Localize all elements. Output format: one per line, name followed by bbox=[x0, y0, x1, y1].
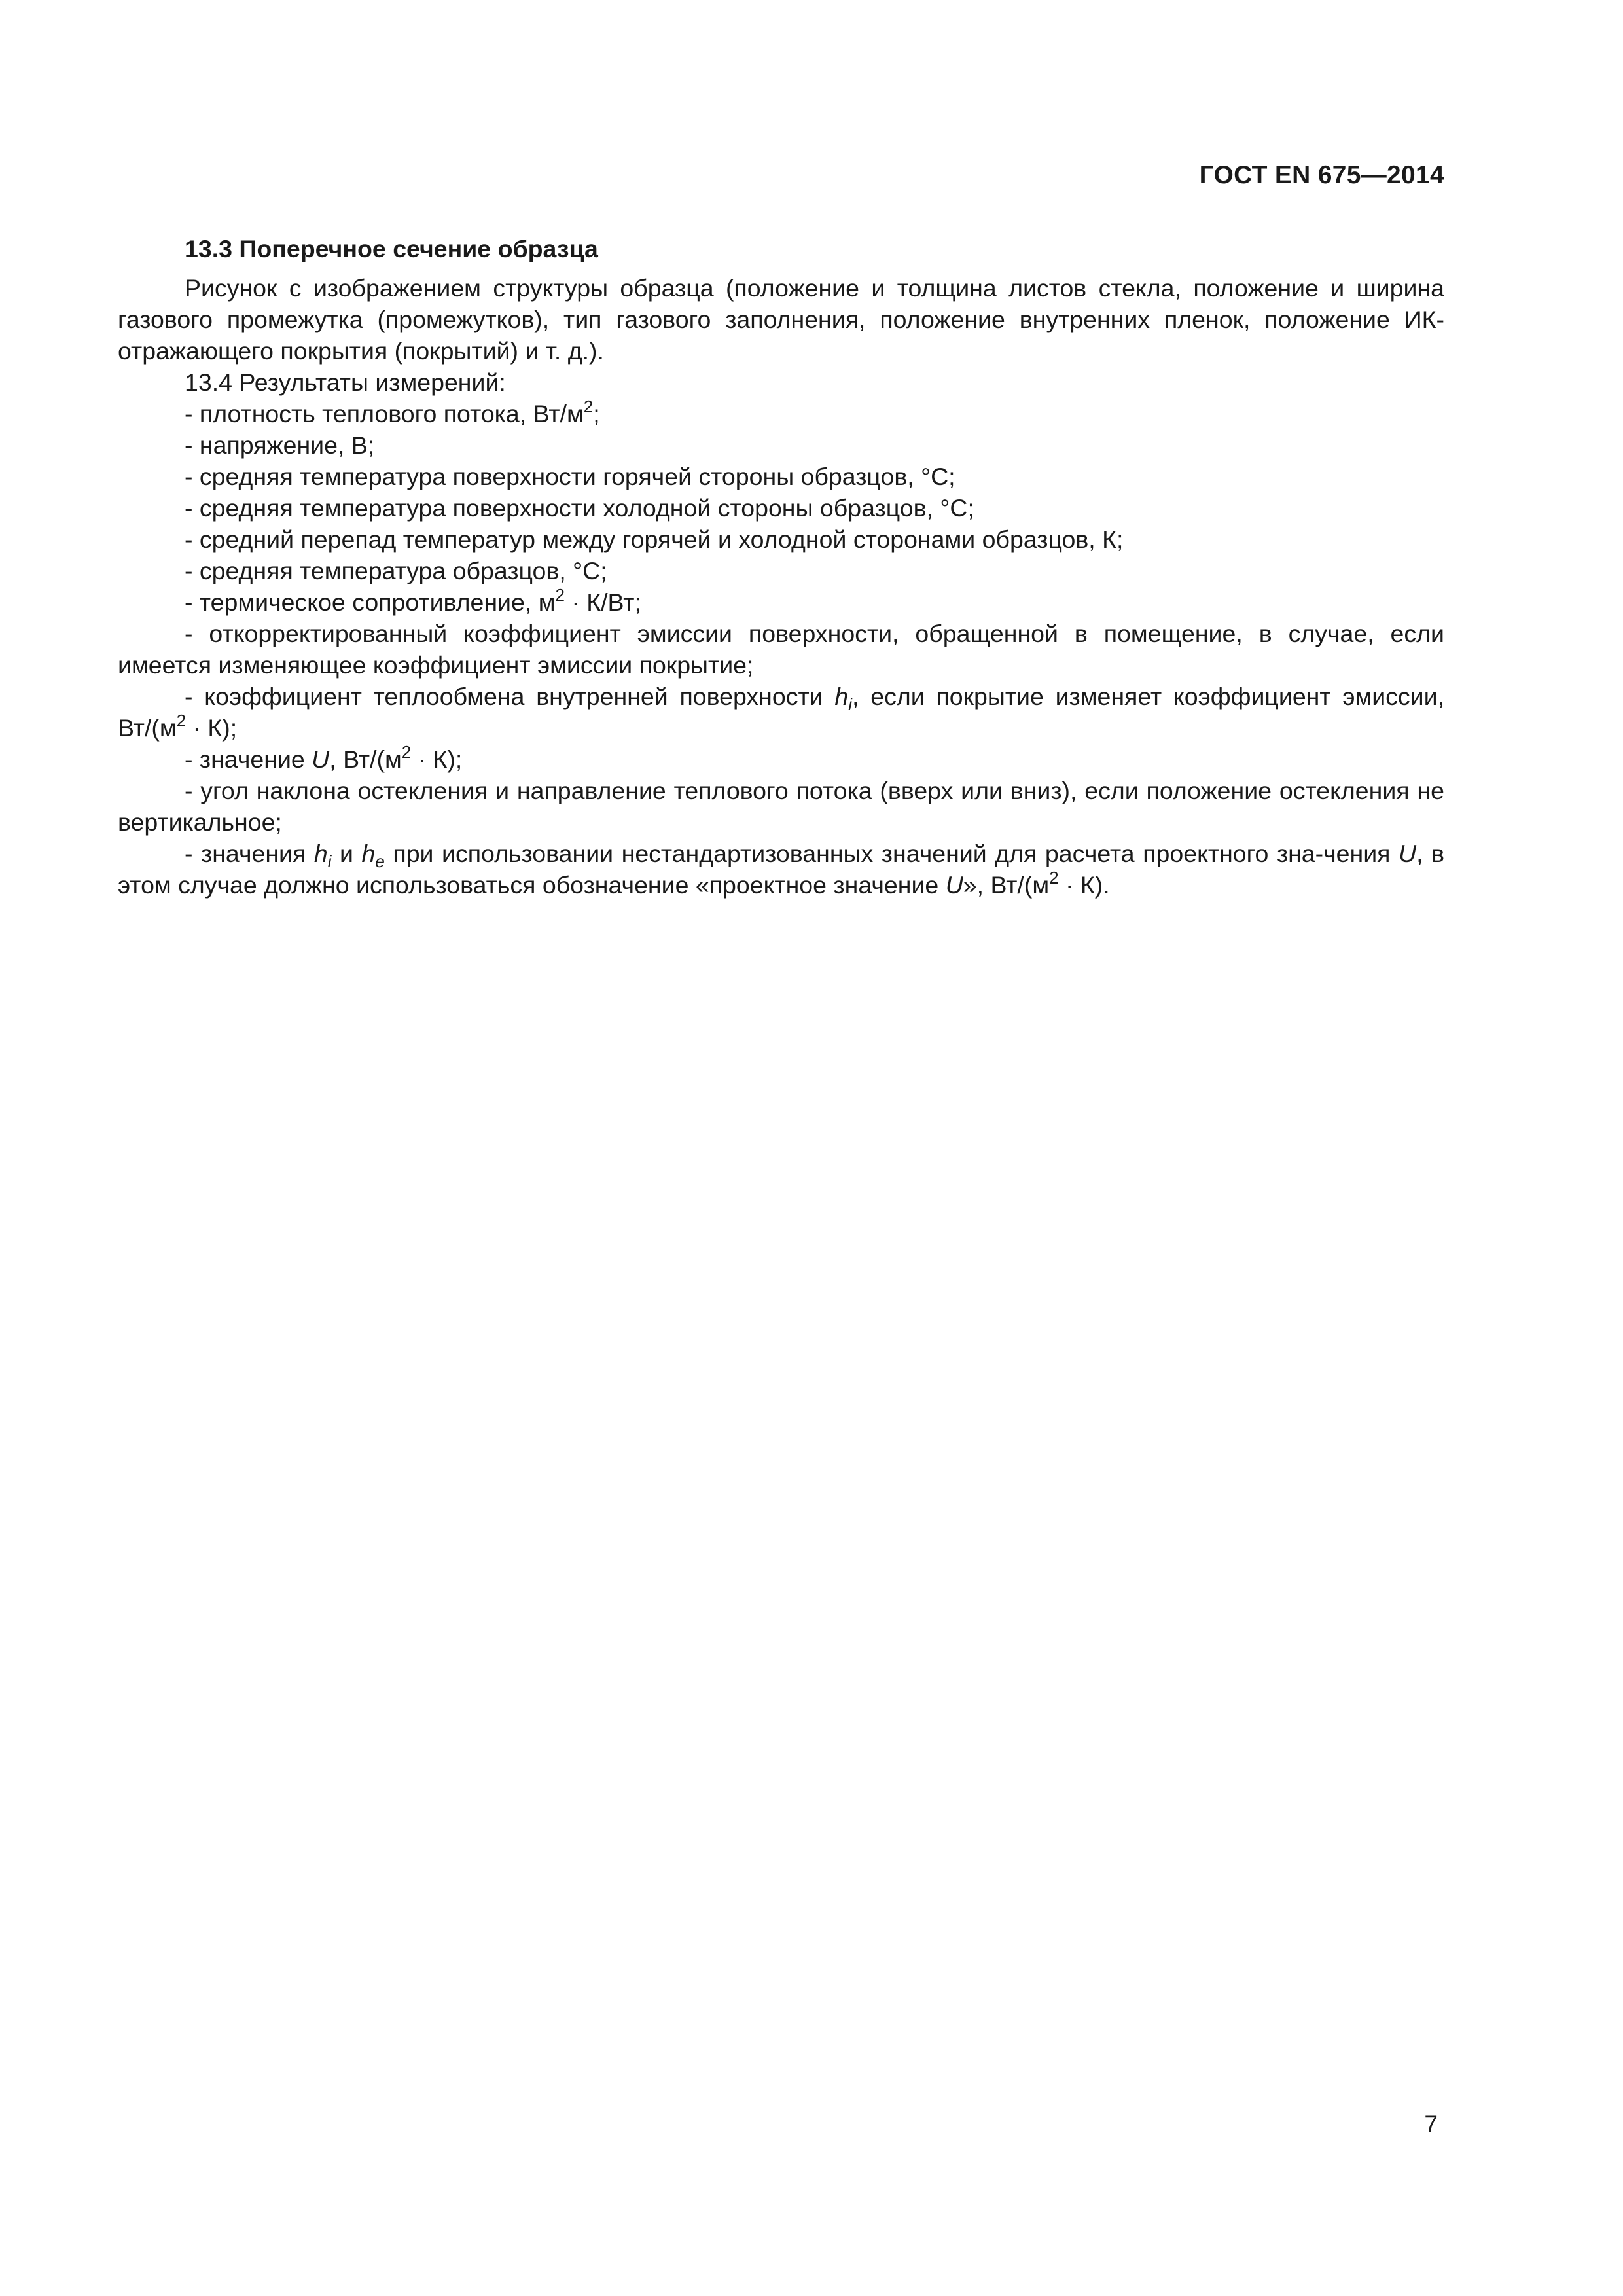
result-item-text: , в этом случае должно использоваться обозначение «проектное значение bbox=[118, 840, 1445, 899]
superscript: 2 bbox=[583, 397, 594, 416]
result-item-heat-flux bbox=[118, 398, 1444, 429]
result-item-mean-temp: - средняя температура образцов, °С; bbox=[185, 557, 607, 584]
result-item-u-value bbox=[118, 744, 1444, 775]
result-item-voltage: - напряжение, В; bbox=[185, 431, 375, 459]
page-number: 7 bbox=[1424, 2111, 1438, 2138]
result-item-text: и bbox=[331, 840, 362, 867]
superscript: 2 bbox=[555, 585, 565, 605]
result-item-text: при использовании нестандартизованных значений для расчета проектного зна-чения bbox=[384, 840, 1399, 867]
result-item-end: · К/Вт; bbox=[564, 588, 641, 616]
result-item-nonstandard-values bbox=[118, 838, 1444, 901]
result-item-thermal-resistance bbox=[118, 586, 1444, 618]
result-item-end: · К). bbox=[1058, 871, 1110, 899]
result-item-heat-transfer-coefficient bbox=[118, 681, 1444, 744]
result-item-corrected-emissivity: - откорректированный коэффициент эмиссии поверхности, обращенной в помещение, в случае, если имеется изменяющее коэффициент эмиссии покрытие; bbox=[118, 620, 1444, 679]
result-item-text: - термическое сопротивление, м bbox=[185, 588, 556, 616]
symbol-h: h bbox=[834, 683, 849, 710]
result-item-hot-side-temp: - средняя температура поверхности горячей стороны образцов, °С; bbox=[185, 463, 955, 490]
subscript: i bbox=[848, 694, 853, 714]
result-item-temp-difference: - средний перепад температур между горячей и холодной сторонами образцов, К; bbox=[185, 526, 1124, 553]
result-item-text: , если покрытие изменяет коэффициент эмиссии, Вт/(м bbox=[118, 683, 1444, 742]
result-item-text: - значения bbox=[185, 840, 314, 867]
document-body bbox=[118, 233, 1444, 901]
symbol-h: h bbox=[313, 840, 328, 867]
superscript: 2 bbox=[401, 742, 412, 762]
result-item-text: - значение bbox=[185, 745, 312, 773]
result-item-end: · К); bbox=[411, 745, 463, 773]
symbol-h: h bbox=[361, 840, 376, 867]
result-item-cold-side-temp: - средняя температура поверхности холодной стороны образцов, °С; bbox=[185, 494, 974, 522]
result-item-end: ; bbox=[593, 400, 600, 427]
symbol-u: U bbox=[945, 871, 963, 899]
result-item-text: », Вт/(м bbox=[963, 871, 1050, 899]
superscript: 2 bbox=[176, 711, 187, 730]
subscript: e bbox=[375, 852, 385, 871]
result-item-text: , Вт/(м bbox=[329, 745, 402, 773]
symbol-u: U bbox=[1399, 840, 1417, 867]
symbol-u: U bbox=[312, 745, 330, 773]
result-item-text: - коэффициент теплообмена внутренней поверхности bbox=[185, 683, 835, 710]
superscript: 2 bbox=[1049, 868, 1059, 888]
result-item-end: · К); bbox=[186, 714, 238, 742]
document-code-header: ГОСТ EN 675—2014 bbox=[1199, 161, 1444, 189]
result-item-text: - плотность теплового потока, Вт/м bbox=[185, 400, 584, 427]
section-heading-13-3: 13.3 Поперечное сечение образца bbox=[185, 235, 598, 262]
section-13-3-paragraph: Рисунок с изображением структуры образца (положение и толщина листов стекла, положение и ширина газового промежутка (промежутков), тип газового заполнения, положение внутренних пленок, положение ИК-отражающего покрытия (покрытий) и т. д.). bbox=[118, 274, 1444, 365]
subscript: i bbox=[327, 852, 332, 871]
result-item-inclination-angle: - угол наклона остекления и направление теплового потока (вверх или вниз), если положение остекления не вертикальное; bbox=[118, 777, 1444, 836]
section-13-4-title: 13.4 Результаты измерений: bbox=[185, 368, 506, 396]
